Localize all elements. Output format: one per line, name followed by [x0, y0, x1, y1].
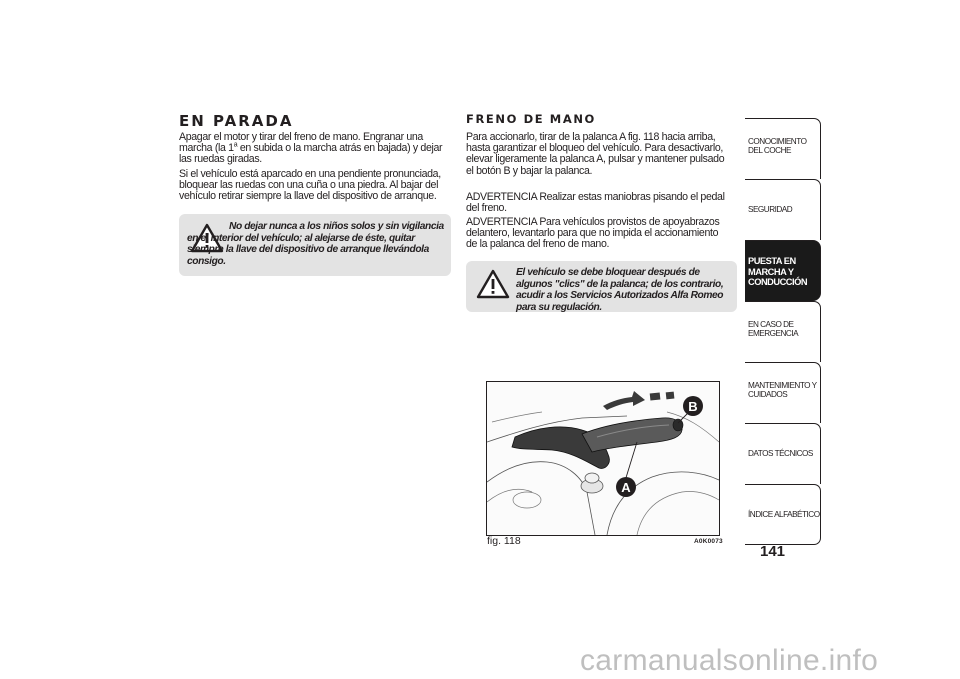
para-text: Apagar el motor y tirar del freno de mano. Engranar una marcha (la	[179, 131, 423, 155]
chapter-tab-label: ÍNDICE ALFABÉTICO	[748, 510, 820, 519]
figure-handbrake-illustration	[486, 381, 720, 536]
warning-box-handbrake	[466, 261, 737, 312]
paragraph-handbrake-2: ADVERTENCIA Realizar estas maniobras pisando el pedal del freno.	[466, 191, 725, 215]
para-text: 1	[228, 142, 234, 155]
chapter-tab-label: EN CASO DE EMERGENCIA	[748, 320, 799, 339]
chapter-tab-puesta-en-marcha[interactable]	[745, 240, 821, 301]
chapter-tab-emergencia[interactable]	[745, 301, 821, 362]
warning-triangle-icon	[476, 269, 510, 299]
chapter-tab-seguridad[interactable]	[745, 179, 821, 240]
warning-text-children: No dejar nunca a los niños solos y sin vigilancia en el interior del vehículo; al alejarse de éste, quitar siempre la llave del dispositivo de arranque llevándola consigo.	[187, 221, 444, 267]
chapter-tab-label: DATOS TÉCNICOS	[748, 449, 813, 458]
warning-box-children	[179, 214, 451, 276]
warning-text-handbrake: El vehículo se debe bloquear después de algunos "clics" de la palanca; de los contrario, acudir a los Servicios Autorizados Alfa Romeo para su regulación.	[516, 267, 724, 313]
paragraph-handbrake-3: ADVERTENCIA Para vehículos provistos de apoyabrazos delantero, levantarlo para que no impida el accionamiento de la palanca del freno de mano.	[466, 216, 720, 251]
chapter-tab-label: MANTENIMIENTO Y CUIDADOS	[748, 381, 817, 400]
figure-code: A0K0073	[694, 538, 723, 545]
paragraph-parking-1	[179, 132, 454, 166]
handbrake-drawing	[487, 382, 719, 535]
page-number: 141	[760, 543, 786, 560]
ordinal-superscript: a	[233, 141, 238, 149]
chapter-tab-label: SEGURIDAD	[748, 205, 793, 214]
figure-label-b: B	[688, 399, 698, 414]
chapter-tab-indice[interactable]	[745, 484, 821, 545]
chapter-tab-label: PUESTA EN MARCHA Y CONDUCCIÓN	[748, 256, 808, 288]
chapter-tab-datos-tecnicos[interactable]	[745, 423, 821, 484]
paragraph-parking-2: Si el vehículo está aparcado en una pendiente pronunciada, bloquear las ruedas con una cuña o una piedra. Al bajar del vehículo retirar siempre la llave del dispositivo de arranque.	[179, 168, 441, 203]
para-text: en subida o la marcha atrás en bajada) y dejar las ruedas giradas.	[179, 142, 443, 166]
section-title-freno-de-mano: FRENO DE MANO	[466, 112, 596, 126]
chapter-tab-mantenimiento[interactable]	[745, 362, 821, 423]
section-title-en-parada: EN PARADA	[179, 112, 294, 130]
paragraph-handbrake-1: Para accionarlo, tirar de la palanca A fig. 118 hacia arriba, hasta garantizar el bloqueo del vehículo. Para desactivarlo, elevar ligeramente la palanca A, pulsar y mantener pulsado el botón B y bajar la palanca.	[466, 131, 725, 177]
figure-caption: fig. 118	[487, 535, 521, 547]
chapter-tab-conocimiento[interactable]	[745, 118, 821, 179]
watermark: carmanualsonline.info	[580, 644, 879, 677]
figure-label-a: A	[621, 480, 631, 495]
chapter-tab-label: CONOCIMIENTO DEL COCHE	[748, 137, 807, 156]
